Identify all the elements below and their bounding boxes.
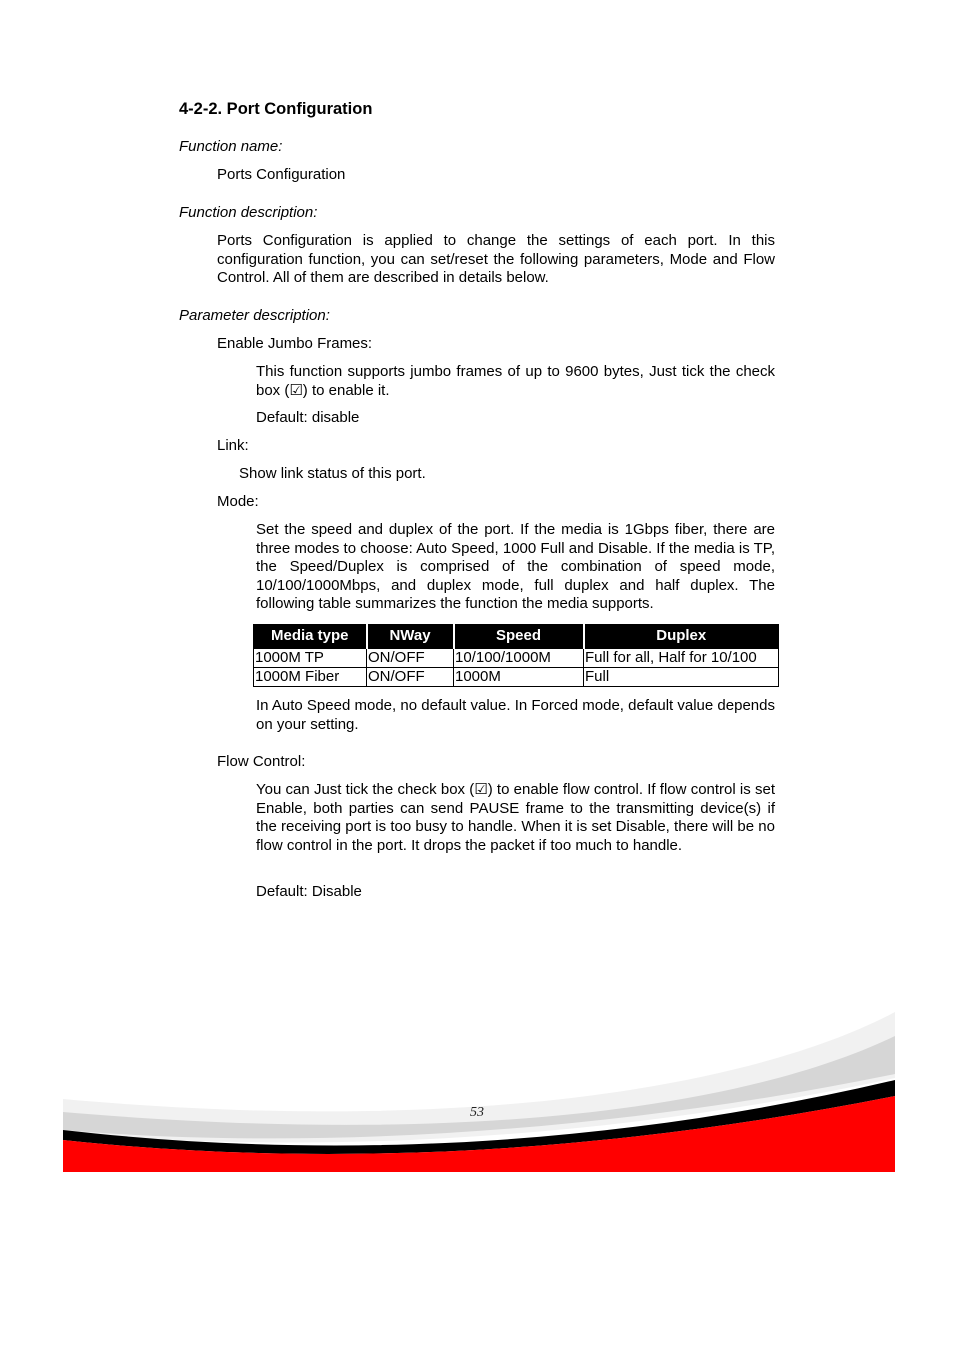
table-cell: 10/100/1000M [454,649,584,668]
table-cell: Full [584,668,779,687]
header-nway: NWay [367,625,454,649]
mode-note: In Auto Speed mode, no default value. In Forced mode, default value depends on your setting. [256,697,775,733]
flow-control-default: Default: Disable [256,883,362,900]
jumbo-frames-default: Default: disable [256,409,360,426]
function-description-text: Ports Configuration is applied to change the settings of each port. In this configuration function, you can set/reset the following parameters, Mode and Flow Control. All of them are described in details below. [217,232,775,286]
header-speed: Speed [454,625,584,649]
page-number: 53 [470,1105,484,1120]
table-row [254,649,779,668]
table-cell: Full for all, Half for 10/100 [584,649,779,668]
table-cell: 1000M Fiber [254,668,367,687]
mode-text: Set the speed and duplex of the port. If the media is 1Gbps fiber, there are three modes to choose: Auto Speed, 1000 Full and Disable. If the media is TP, the Speed/Duplex is comprised of the combination of speed mode, 10/100/1000Mbps, and duplex mode, full duplex and half duplex. The following table summarizes the function the media supports. [256,521,775,612]
flow-control-label: Flow Control: [217,753,306,770]
section-title: 4-2-2. Port Configuration [179,100,373,118]
table-row [254,668,779,687]
table-cell: 1000M TP [254,649,367,668]
footer-swoosh-graphic [63,1012,895,1172]
header-duplex: Duplex [584,625,779,649]
table-cell: 1000M [454,668,584,687]
function-name-value: Ports Configuration [217,166,346,183]
table-cell: ON/OFF [367,649,454,668]
link-label: Link: [217,437,249,454]
jumbo-frames-label: Enable Jumbo Frames: [217,335,373,352]
header-media-type: Media type [254,625,367,649]
link-text: Show link status of this port. [239,465,426,482]
function-description-label: Function description: [179,204,318,221]
mode-label: Mode: [217,493,259,510]
parameter-description-label: Parameter description: [179,307,330,324]
media-table-header-row [254,625,779,649]
media-table [253,624,779,687]
function-name-label: Function name: [179,138,283,155]
table-cell: ON/OFF [367,668,454,687]
flow-control-text: You can Just tick the check box (☑) to enable flow control. If flow control is set Enable, both parties can send PAUSE frame to the transmitting device(s) if the receiving port is too busy to handle. When it is set Disable, there will be no flow control in the port. It drops the packet if too much to handle. [256,781,775,854]
jumbo-frames-text: This function supports jumbo frames of up to 9600 bytes, Just tick the check box (☑) to enable it. [256,363,775,399]
